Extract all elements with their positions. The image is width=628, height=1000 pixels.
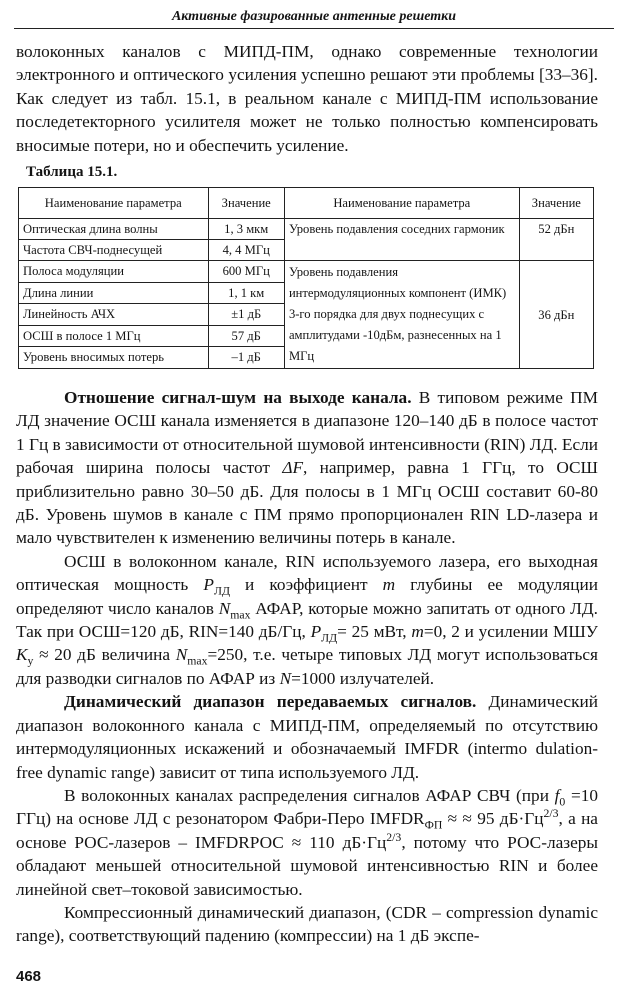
- param-name: Уровень вносимых потерь: [19, 347, 209, 369]
- param-value: 1, 3 мкм: [208, 219, 284, 240]
- param-value: 36 дБн: [519, 261, 593, 369]
- param-value: 57 дБ: [208, 325, 284, 347]
- param-value: ±1 дБ: [208, 304, 284, 326]
- snr-paragraph: Отношение сигнал-шум на выходе канала. В типовом режиме ПМ ЛД значение ОСШ канала изменяется в диапазоне 120–140 дБ в полосе частот 1 Гц в зависимости от относительной шумовой интенсивности (RIN) ЛД. Если рабочая ширина полосы частот ΔF, например, равна 1 ГГц, то ОСШ приблизительно равно 30–50 дБ. Для полосы в 1 МГц ОСШ составит 60-80 дБ. Уровень шумов в канале с ПМ прямо пропорционален RIN LD-лазера и мало чувствителен к изменению величины потерь в канале.: [16, 388, 598, 548]
- rin-paragraph: ОСШ в волоконном канале, RIN используемого лазера, его выходная оптическая мощность $P_{ЛД}$ и коэффициент m глубины ее модуляции определяют число каналов $N_{max}$ АФАР, которые можно запитать от одного ЛД. Так при ОСШ=120 дБ, RIN=140 дБ/Гц, $P_{ЛД}= 25$ мВт, m=0, 2 и усилении МШУ $K_y \approx 20$ дБ величина $N_{max}=250$, т.е. четыре типовых ЛД могут использоваться для разводки сигналов по АФАР из N=1000 излучателей.: [16, 551, 598, 688]
- header-cell: Наименование параметра: [284, 188, 519, 219]
- page-number: 468: [16, 968, 42, 985]
- param-name: Уровень подавления интермодуляционных компонент (ИМК) 3-го порядка для двух поднесущих с амплитудами -10дБм, разнесенных на 1 МГц: [284, 261, 519, 369]
- table-caption: Таблица 15.1.: [26, 164, 118, 180]
- param-value: 4, 4 МГц: [208, 240, 284, 261]
- param-value: 1, 1 км: [208, 282, 284, 304]
- body-text: [16, 386, 598, 948]
- param-name: Уровень подавления соседних гармоник: [284, 219, 519, 261]
- param-value: 600 МГц: [208, 261, 284, 283]
- param-name: Линейность АЧХ: [19, 304, 209, 326]
- param-name: Частота СВЧ-поднесущей: [19, 240, 209, 261]
- header-cell: Значение: [208, 188, 284, 219]
- imfdr-paragraph: В волоконных каналах распределения сигналов АФАР СВЧ (при $f_0 =10$ ГГц) на основе ЛД с резонатором Фабри-Перо $IMFDR_{ФП}$ ≈ ≈ 95 $дБ\cdot Гц^{2/3}$, а на основе РОС-лазеров – IMFDRРОС ≈ 110 $дБ\cdot Гц^{2/3}$, потому что РОС-лазеры обладают меньшей относительной шумовой интенсивностью RIN и более линейной свет–токовой зависимостью.: [16, 785, 599, 899]
- param-name: Полоса модуляции: [19, 261, 209, 283]
- dynamic-range-heading: Динамический диапазон передаваемых сигналов.: [64, 692, 477, 712]
- param-name: ОСШ в полосе 1 МГц: [19, 325, 209, 347]
- param-name: Оптическая длина волны: [19, 219, 209, 240]
- cdr-paragraph: Компрессионный динамический диапазон, (CDR – compression dynamic range), соответствующий падению (компрессии) на 1 дБ экспе-: [16, 902, 598, 946]
- snr-heading: Отношение сигнал-шум на выходе канала.: [64, 388, 412, 407]
- param-value: –1 дБ: [208, 347, 284, 369]
- running-header: Активные фазированные антенные решетки: [14, 6, 614, 29]
- table-header-row: [19, 188, 594, 219]
- parameters-table: [18, 187, 594, 369]
- table-row: [19, 261, 594, 283]
- param-value: 52 дБн: [519, 219, 593, 261]
- table-row: [19, 219, 594, 240]
- header-cell: Значение: [519, 188, 593, 219]
- param-name: Длина линии: [19, 282, 209, 304]
- intro-paragraph: волоконных каналов с МИПД-ПМ, однако современные технологии электронного и оптического усиления успешно решают эти проблемы [33–36]. Как следует из табл. 15.1, в реальном канале с МИПД-ПМ использование последетекторного усилителя может не только полностью компенсировать вносимые потери, но и обеспечить усиление.: [16, 42, 598, 155]
- header-cell: Наименование параметра: [19, 188, 209, 219]
- dynamic-range-paragraph: Динамический диапазон передаваемых сигналов. Динамический диапазон волоконного канала с МИПД-ПМ, определяемый по отсутствию интермодуляционных искажений и обозначаемый IMFDR (intermo dulation-free dynamic range) зависит от типа используемого ЛД.: [16, 692, 598, 782]
